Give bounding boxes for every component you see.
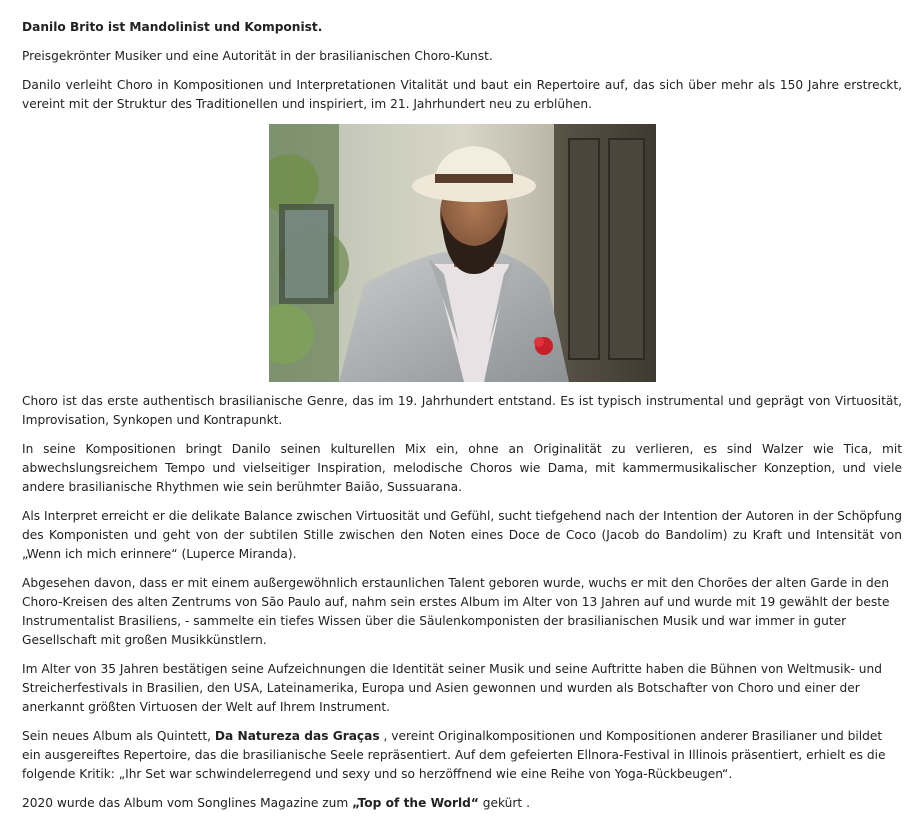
portrait-photo [269, 124, 656, 382]
award-text-before: 2020 wurde das Album vom Songlines Magazine zum [22, 796, 353, 810]
album-text-before: Sein neues Album als Quintett, [22, 729, 215, 743]
repertoire-paragraph: Danilo verleiht Choro in Kompositionen und Interpretationen Vitalität und baut ein Repertoire auf, das sich über mehr als 150 Jahre erstreckt, vereint mit der Struktur des Traditionellen und inspiriert, im 21. Jahrhundert neu zu erblühen. [22, 78, 902, 111]
genre-paragraph: Choro ist das erste authentisch brasilianische Genre, das im 19. Jahrhundert entstand. Es ist typisch instrumental und geprägt von Virtuosität, Improvisation, Synkopen und Kontrapunkt. [22, 394, 902, 427]
album-title: Da Natureza das Graças [214, 729, 380, 743]
award-title: „Top of the World“ [352, 796, 479, 810]
intro-paragraph: Preisgekrönter Musiker und eine Autorität in der brasilianischen Choro-Kunst. [22, 49, 493, 63]
album-text-after: , vereint Originalkompositionen und Kompositionen anderer Brasilianer und bildet ein ausgereiftes Repertoire, das die brasilianische Seele repräsentiert. Auf dem gefeierten Ellnora-Festival in Illinois präsentiert, erhielt es die folgende Kritik: „Ihr Set war schwindelerregend und sexy und so herzöffnend wie eine Reihe von Yoga-Rückbeugen“. [22, 729, 886, 781]
award-text-after: gekürt . [478, 796, 530, 810]
photo-container [22, 124, 902, 382]
award-paragraph [22, 794, 902, 813]
album-paragraph [22, 727, 902, 784]
interpreter-paragraph: Als Interpret erreicht er die delikate Balance zwischen Virtuosität und Gefühl, sucht tiefgehend nach der Intention der Autoren in der Schöpfung des Komponisten und geht von der subtilen Stille zwischen den Noten eines Doce de Coco (Jacob do Bandolim) zu Kraft und Intensität von „Wenn ich mich erinnere“ (Luperce Miranda). [22, 509, 902, 561]
career-paragraph: Im Alter von 35 Jahren bestätigen seine Aufzeichnungen die Identität seiner Musik und seine Auftritte haben die Bühnen von Weltmusik- und Streicherfestivals in Brasilien, den USA, Lateinamerika, Europa und Asien gewonnen und wurden als Botschafter von Choro und einer der anerkannt größten Virtuosen der Welt auf Ihrem Instrument. [22, 662, 882, 714]
compositions-paragraph: In seine Kompositionen bringt Danilo seinen kulturellen Mix ein, ohne an Originalität zu verlieren, es sind Walzer wie Tica, mit abwechslungsreichem Tempo und vielseitiger Inspiration, melodische Choros wie Dama, mit kammermusikalischer Konzeption, und viele andere brasilianische Rhythmen wie sein berühmter Baião, Sussuarana. [22, 442, 902, 494]
article-heading: Danilo Brito ist Mandolinist und Komponist. [22, 20, 323, 34]
biography-paragraph: Abgesehen davon, dass er mit einem außergewöhnlich erstaunlichen Talent geboren wurde, wuchs er mit den Chorões der alten Garde in den Choro-Kreisen des alten Zentrums von São Paulo auf, nahm sein erstes Album im Alter von 13 Jahren auf und wurde mit 19 gewählt der beste Instrumentalist Brasiliens, - sammelte ein tiefes Wissen über die Säulenkomponisten der brasilianischen Musik und war immer in guter Gesellschaft mit großen Musikkünstlern. [22, 576, 890, 647]
article-body [22, 18, 902, 823]
